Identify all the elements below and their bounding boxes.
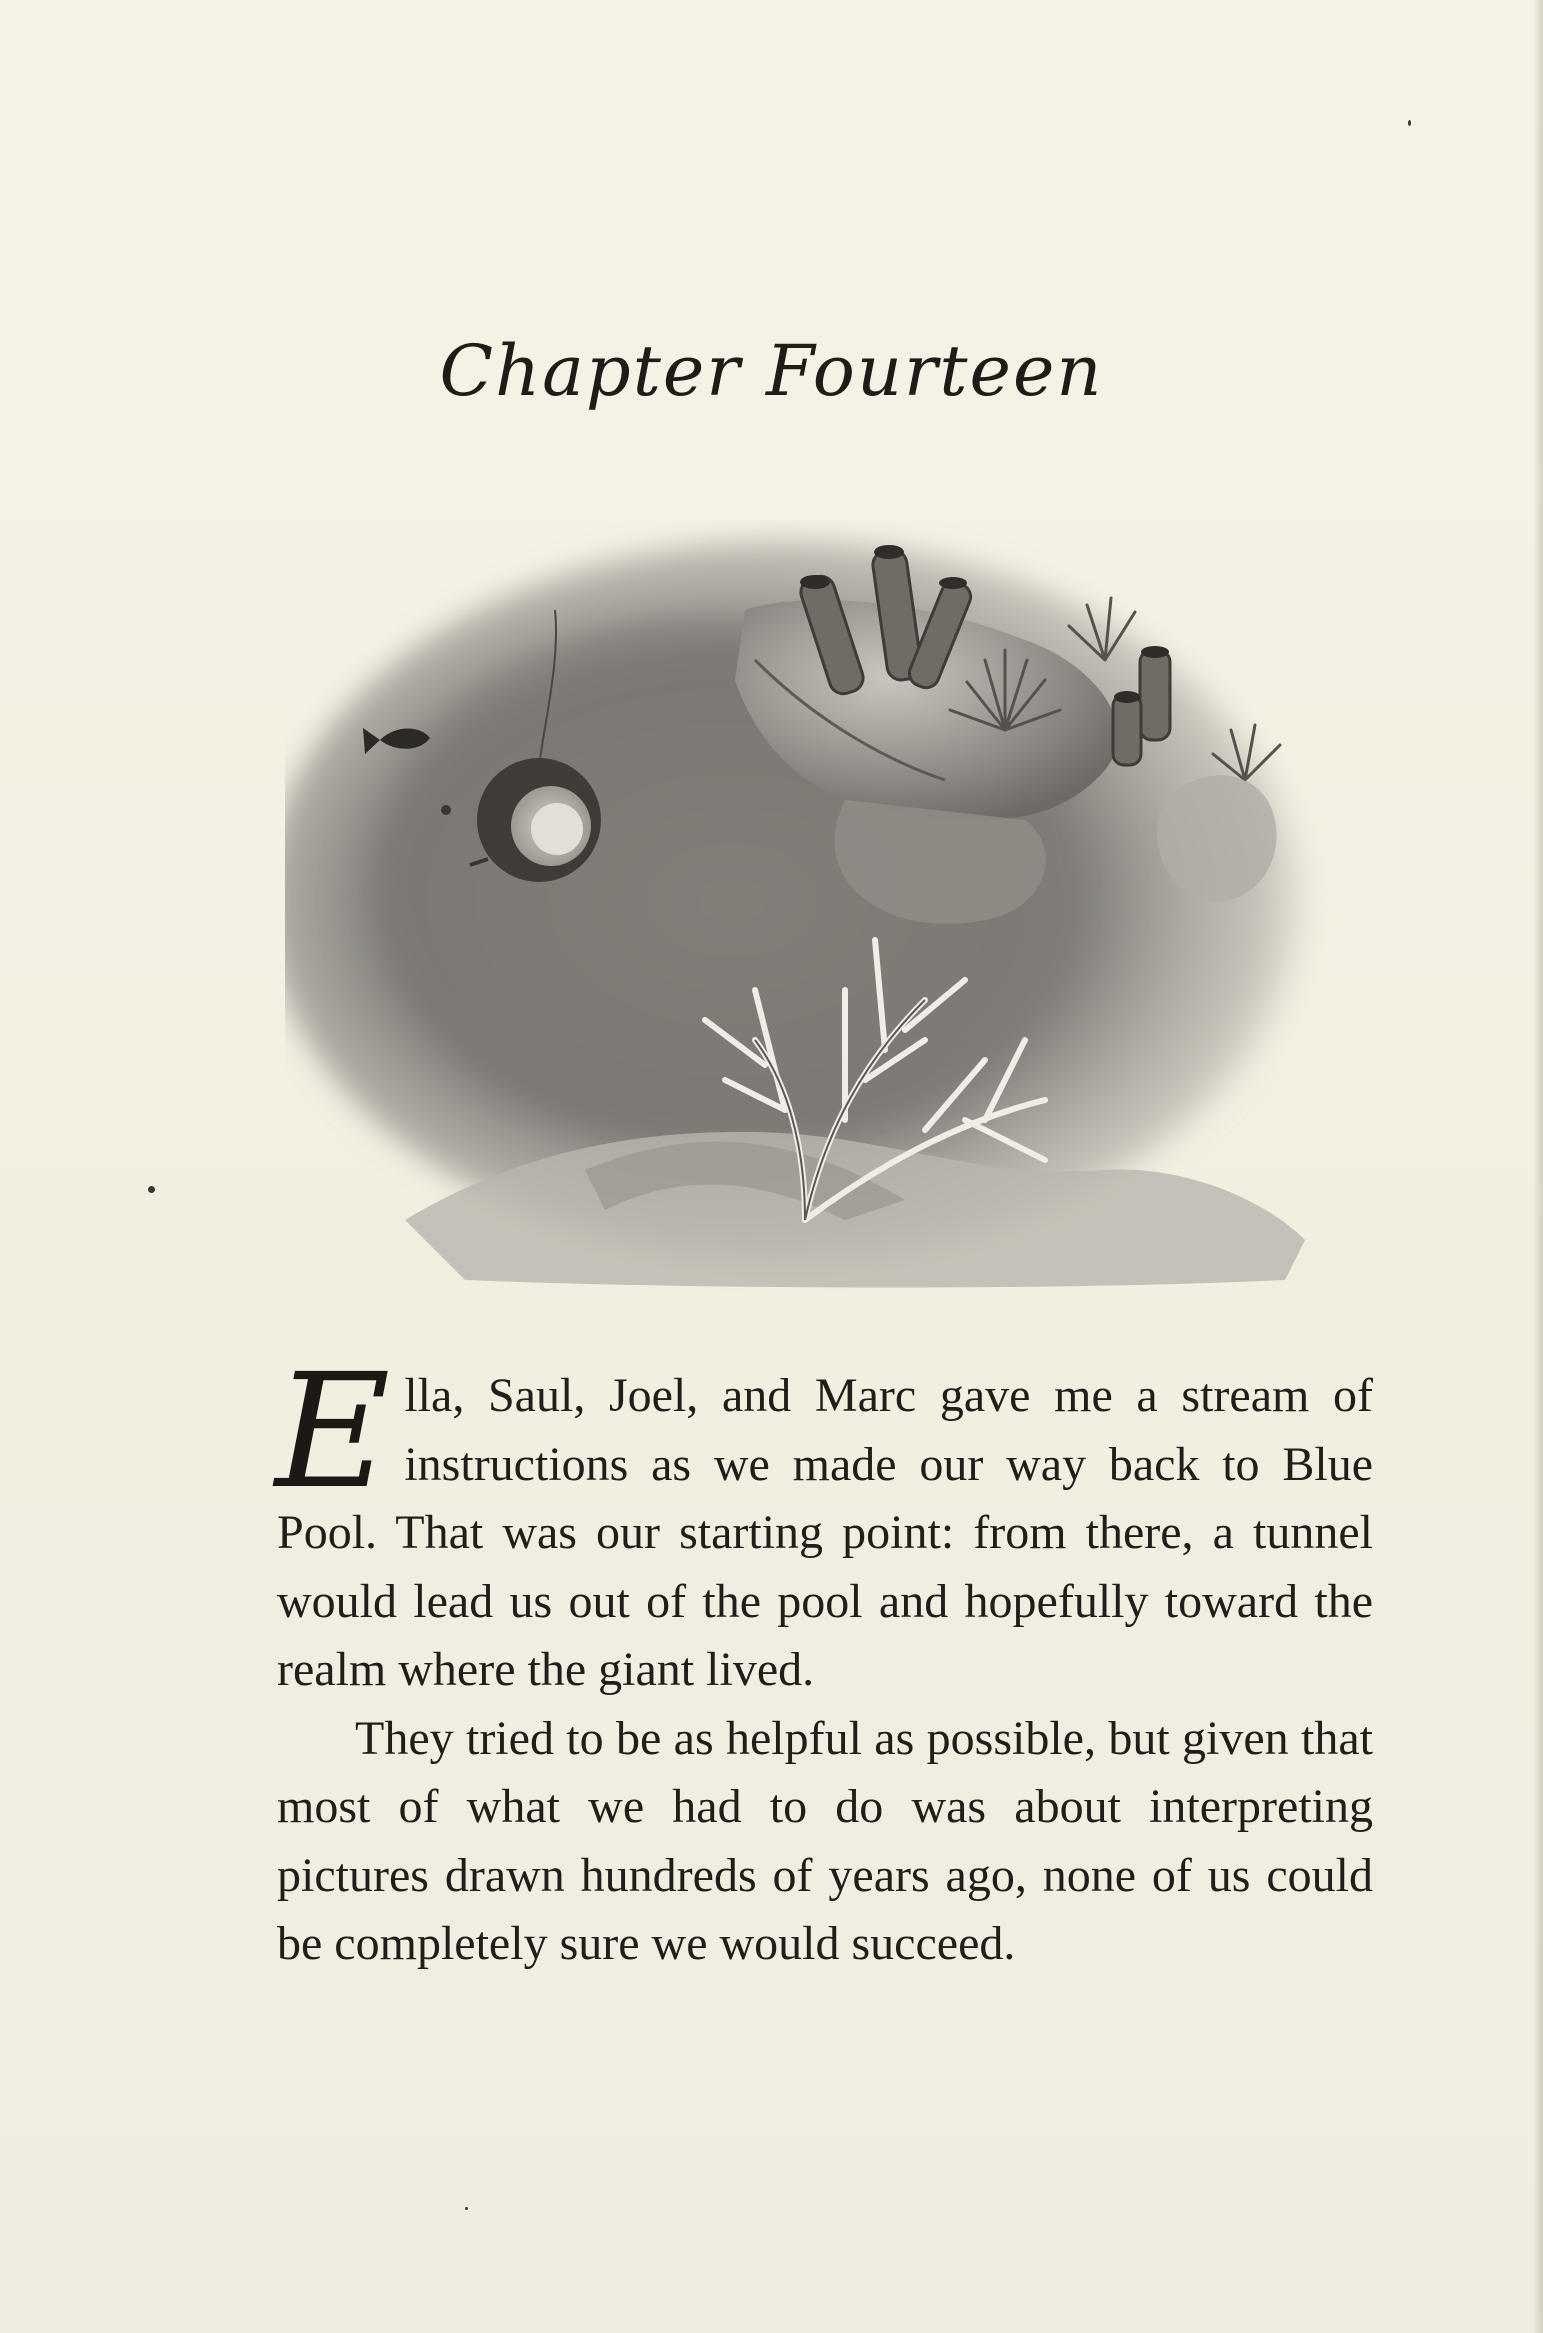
paragraph-2: They tried to be as helpful as possible, but given that most of what we had to do was about interpreting pictures drawn hundreds of years ago, none of us could be completely sure we would succeed.	[277, 1711, 1373, 1970]
reef-illustration	[285, 520, 1350, 1300]
paragraph-1	[275, 1340, 1373, 1705]
paragraph-1-text: lla, Saul, Joel, and Marc gave me a stream of instructions as we made our way back to Blue Pool. That was our starting point: from there, a tunnel would lead us out of the pool and hopefully toward the realm where the giant lived.	[277, 1369, 1373, 1696]
paper-speck	[1408, 120, 1411, 126]
paper-speck	[465, 2207, 468, 2210]
chapter-body	[275, 1340, 1373, 1979]
page-edge-shadow	[1533, 0, 1543, 2333]
paper-speck	[148, 1186, 155, 1193]
drop-cap: E	[275, 1340, 391, 1524]
chapter-title: Chapter Fourteen	[439, 330, 1104, 412]
